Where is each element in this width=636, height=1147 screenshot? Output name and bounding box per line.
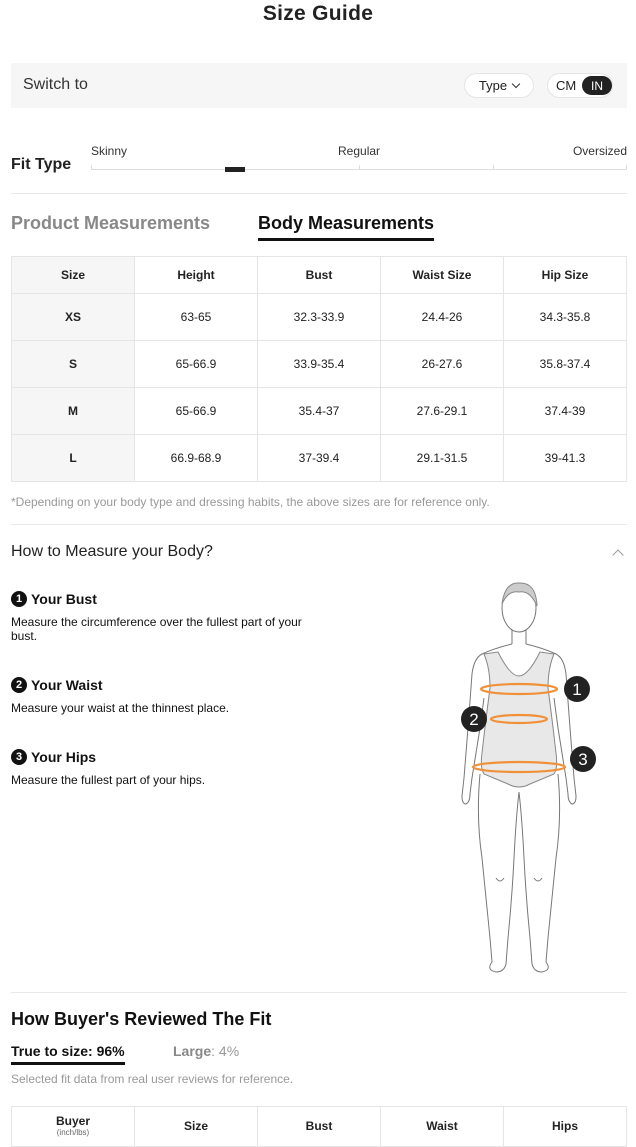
- table-cell: 35.8-37.4: [504, 341, 627, 388]
- tab-large[interactable]: [173, 1043, 239, 1059]
- table-cell: M: [12, 388, 135, 435]
- measure-title: Your Bust: [31, 591, 97, 607]
- reviews-title: How Buyer's Reviewed The Fit: [11, 1009, 272, 1029]
- divider: [11, 524, 627, 525]
- table-row: [12, 341, 627, 388]
- fit-type-scale: [91, 144, 627, 174]
- figure-label-3: 3: [578, 750, 588, 769]
- large-label: Large: [173, 1043, 212, 1059]
- table-cell: 37-39.4: [258, 435, 381, 482]
- fit-scale-tick: [91, 165, 92, 170]
- table-cell: 27.6-29.1: [381, 388, 504, 435]
- size-table: [11, 256, 627, 482]
- table-cell: 34.3-35.8: [504, 294, 627, 341]
- table-header: Bust: [258, 257, 381, 294]
- reviews-note: Selected fit data from real user reviews for reference.: [11, 1072, 294, 1086]
- body-figure-illustration: [450, 578, 610, 980]
- table-row: [12, 388, 627, 435]
- page-title: Size Guide: [262, 2, 374, 25]
- type-label: Type: [478, 78, 508, 93]
- table-cell: 39-41.3: [504, 435, 627, 482]
- measure-waist: [11, 677, 321, 715]
- table-header: Size: [12, 257, 135, 294]
- body-outline: [462, 583, 576, 972]
- number-badge: 3: [11, 749, 27, 765]
- table-cell: 35.4-37: [258, 388, 381, 435]
- unit-cm-option[interactable]: CM: [556, 78, 577, 93]
- table-cell: 65-66.9: [135, 341, 258, 388]
- table-header: [12, 1107, 135, 1147]
- table-cell: S: [12, 341, 135, 388]
- table-cell: 26-27.6: [381, 341, 504, 388]
- table-header: Hip Size: [504, 257, 627, 294]
- reference-note: *Depending on your body type and dressing habits, the above sizes are for reference only.: [11, 495, 490, 509]
- fit-scale-regular: Regular: [338, 144, 381, 158]
- table-header: Height: [135, 257, 258, 294]
- table-cell: 29.1-31.5: [381, 435, 504, 482]
- tab-product-measurements[interactable]: Product Measurements: [11, 213, 211, 233]
- table-header: Size: [135, 1107, 258, 1147]
- tab-body-measurements[interactable]: Body Measurements: [258, 213, 434, 241]
- chevron-down-icon: [512, 80, 520, 88]
- measure-hips: [11, 749, 321, 787]
- chevron-up-icon[interactable]: [612, 549, 623, 560]
- large-value: : 4%: [211, 1043, 240, 1059]
- buyer-header-sub: (inch/lbs): [56, 1128, 90, 1137]
- measure-desc: Measure your waist at the thinnest place.: [11, 701, 230, 715]
- divider: [11, 992, 627, 993]
- measure-title: Your Waist: [31, 677, 103, 693]
- divider: [11, 193, 627, 194]
- figure-label-1: 1: [572, 680, 582, 699]
- table-header: Waist: [381, 1107, 504, 1147]
- fit-scale-tick: [626, 165, 627, 170]
- measure-bust: [11, 591, 321, 643]
- table-header-row: [12, 257, 627, 294]
- fit-scale-tick: [359, 165, 360, 170]
- table-cell: 24.4-26: [381, 294, 504, 341]
- table-row: [12, 435, 627, 482]
- table-cell: 65-66.9: [135, 388, 258, 435]
- table-cell: 63-65: [135, 294, 258, 341]
- measure-title: Your Hips: [31, 749, 97, 765]
- reviews-table: [11, 1106, 627, 1147]
- table-cell: XS: [12, 294, 135, 341]
- buyer-header: Buyer: [55, 1114, 90, 1128]
- measure-heading: [11, 749, 321, 765]
- measure-desc: Measure the fullest part of your hips.: [11, 773, 206, 787]
- fit-scale-tick: [493, 165, 494, 170]
- how-to-measure-title[interactable]: How to Measure your Body?: [11, 543, 213, 560]
- measure-heading: [11, 677, 321, 693]
- tab-true-to-size[interactable]: True to size: 96%: [11, 1043, 125, 1065]
- table-header: Hips: [504, 1107, 627, 1147]
- figure-label-2: 2: [469, 710, 479, 729]
- table-header: Bust: [258, 1107, 381, 1147]
- table-cell: L: [12, 435, 135, 482]
- number-badge: 2: [11, 677, 27, 693]
- switch-label: Switch to: [23, 76, 88, 93]
- measure-desc: Measure the circumference over the fullest part of your bust.: [11, 615, 302, 643]
- number-badge: 1: [11, 591, 27, 607]
- table-header: Waist Size: [381, 257, 504, 294]
- type-dropdown[interactable]: [464, 73, 534, 98]
- table-cell: 32.3-33.9: [258, 294, 381, 341]
- fit-type-label: Fit Type: [11, 156, 72, 173]
- table-header-row: [12, 1107, 627, 1147]
- unit-toggle[interactable]: [547, 73, 613, 98]
- fit-scale-oversized: Oversized: [572, 144, 627, 158]
- fit-scale-skinny: Skinny: [91, 144, 128, 158]
- unit-in-option[interactable]: IN: [582, 76, 612, 95]
- table-cell: 33.9-35.4: [258, 341, 381, 388]
- switch-bar: [11, 63, 627, 108]
- fit-position-marker: [225, 167, 245, 172]
- table-cell: 37.4-39: [504, 388, 627, 435]
- measure-heading: [11, 591, 321, 607]
- table-cell: 66.9-68.9: [135, 435, 258, 482]
- table-row: [12, 294, 627, 341]
